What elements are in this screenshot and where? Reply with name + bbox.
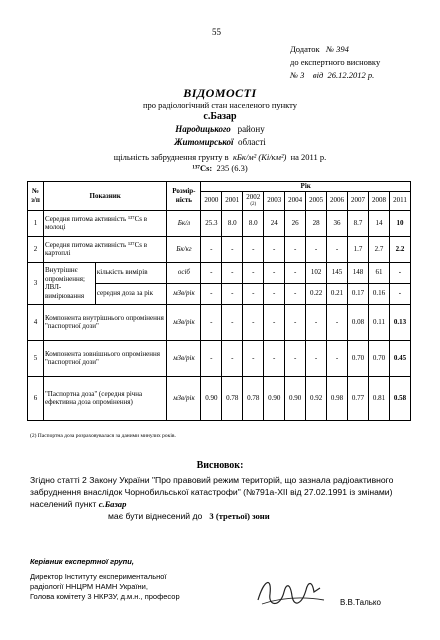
row-number: 4 [28, 304, 44, 340]
zone-value: 3 (третьої) зони [209, 511, 270, 521]
conclusion-date: 26.12.2012 р. [327, 70, 375, 80]
year-header [264, 191, 285, 210]
conclusion-place: с.Базар [98, 499, 127, 509]
data-cell: 8.7 [348, 210, 369, 236]
district-name: Народицького [175, 124, 231, 134]
data-cell: 102 [306, 262, 327, 283]
year-label: 2008 [371, 196, 386, 205]
year-header [389, 191, 410, 210]
data-cell: - [201, 340, 222, 376]
data-cell: - [285, 236, 306, 262]
density-line [0, 152, 440, 162]
data-cell: - [306, 236, 327, 262]
year-header [201, 191, 222, 210]
data-cell: 0.70 [368, 340, 389, 376]
header-number: № з/п [28, 182, 44, 211]
data-cell: 0.70 [348, 340, 369, 376]
row-label: Середня питома активність ¹³⁷Cs в молоці [43, 210, 167, 236]
signature-line1: Директор Інституту експериментальної [30, 572, 167, 581]
year-header [285, 191, 306, 210]
year-header [368, 191, 389, 210]
row-number: 6 [28, 376, 44, 420]
data-cell: - [389, 262, 410, 283]
row-unit: мЗв/рік [167, 304, 201, 340]
data-cell: - [327, 340, 348, 376]
year-label: 2000 [204, 196, 219, 205]
oblast-line [0, 137, 440, 147]
data-cell: - [222, 262, 243, 283]
district-line [0, 124, 440, 134]
data-cell: - [285, 262, 306, 283]
data-cell: - [327, 304, 348, 340]
data-cell: 0.90 [285, 376, 306, 420]
row-unit: Бк/кг [167, 236, 201, 262]
data-cell: 0.90 [264, 376, 285, 420]
year-header [327, 191, 348, 210]
density-prefix: щільність забруднення грунту в [113, 152, 229, 162]
density-year: на 2011 р. [290, 152, 327, 162]
data-cell: - [243, 236, 264, 262]
year-header [306, 191, 327, 210]
row-unit: мЗв/рік [167, 283, 201, 304]
data-cell: 0.13 [389, 304, 410, 340]
data-cell: 61 [368, 262, 389, 283]
data-cell: - [285, 340, 306, 376]
row-number: 2 [28, 236, 44, 262]
data-cell: - [264, 340, 285, 376]
data-cell: - [264, 283, 285, 304]
row-number: 3 [28, 262, 44, 304]
row-unit: осіб [167, 262, 201, 283]
data-cell: 2.7 [368, 236, 389, 262]
data-cell: 0.11 [368, 304, 389, 340]
data-cell: - [285, 283, 306, 304]
year-label: 2001 [225, 196, 240, 205]
year-header [348, 191, 369, 210]
data-cell: 0.58 [389, 376, 410, 420]
data-cell: - [243, 340, 264, 376]
data-cell: - [327, 236, 348, 262]
data-cell: 26 [285, 210, 306, 236]
data-cell: - [306, 304, 327, 340]
oblast-word: області [238, 137, 266, 147]
header-unit: Розмір- ність [167, 182, 201, 211]
appendix-ref: до експертного висновку [290, 57, 381, 67]
appendix-block [290, 43, 380, 82]
data-cell: - [306, 340, 327, 376]
table-footnote: (2) Паспортна доза розраховувалася за даними минулих років. [30, 433, 176, 439]
data-cell: 8.0 [243, 210, 264, 236]
data-cell: 8.0 [222, 210, 243, 236]
radiology-table [27, 181, 411, 421]
data-cell: 0.45 [389, 340, 410, 376]
row-unit: мЗв/рік [167, 340, 201, 376]
data-cell: - [222, 340, 243, 376]
oblast-name: Житомирської [174, 137, 234, 147]
data-cell: - [201, 283, 222, 304]
conclusion-number: № 3 [290, 70, 305, 80]
data-cell: 145 [327, 262, 348, 283]
data-cell: 25.3 [201, 210, 222, 236]
year-label: 2004 [288, 196, 303, 205]
row-sublabel: середня доза за рік [95, 283, 167, 304]
document-title: ВІДОМОСТІ [183, 86, 257, 100]
year-label: 2003 [267, 196, 282, 205]
conclusion-body: Згідно статті 2 Закону України "Про правовий режим територій, що зазнала радіоактивного забруднення внаслідок Чорнобильської катастрофи" (№791а-ХІІ від 27.02.1991 із змінами) населений пункт [30, 475, 394, 509]
data-cell: 10 [389, 210, 410, 236]
row-sublabel: кількість вимірів [95, 262, 167, 283]
row-label: Компонента зовнішнього опромінення "паспортної дози" [43, 340, 167, 376]
data-cell: 0.16 [368, 283, 389, 304]
data-cell: 24 [264, 210, 285, 236]
conclusion-title: Висновок: [196, 460, 244, 471]
handwritten-signature [250, 570, 330, 620]
row-label: Внутрішнє опромінення; ЛВЛ-вимірювання [43, 262, 95, 304]
year-footnote-marker: (2) [250, 201, 257, 207]
data-cell: - [285, 304, 306, 340]
data-cell: 14 [368, 210, 389, 236]
data-cell: - [201, 262, 222, 283]
year-label: 2005 [309, 196, 324, 205]
data-cell: - [201, 304, 222, 340]
data-cell: 0.78 [243, 376, 264, 420]
signature-head: Керівник експертної групи, [30, 557, 134, 566]
row-number: 5 [28, 340, 44, 376]
data-cell: 148 [348, 262, 369, 283]
data-cell: 36 [327, 210, 348, 236]
signature-block [30, 557, 180, 602]
settlement-name: с.Базар [203, 111, 237, 122]
from-word: від [312, 70, 324, 80]
row-label: Середня питома активність ¹³⁷Cs в картоплі [43, 236, 167, 262]
header-indicator: Показник [43, 182, 167, 211]
data-cell: 0.98 [327, 376, 348, 420]
signatory-name: В.В.Талько [340, 598, 381, 607]
appendix-number: № 394 [326, 44, 349, 54]
data-cell: 0.92 [306, 376, 327, 420]
year-label: 2007 [351, 196, 365, 205]
cesium-value: 235 (6.3) [216, 163, 248, 173]
appendix-label: Додаток [290, 44, 320, 54]
data-cell: - [243, 304, 264, 340]
row-unit: мЗв/рік [167, 376, 201, 420]
data-cell: - [243, 283, 264, 304]
year-label: 2002 [246, 193, 261, 202]
data-cell: 0.90 [201, 376, 222, 420]
district-word: району [237, 124, 265, 134]
data-cell: 0.78 [222, 376, 243, 420]
document-subtitle: про радіологічний стан населеного пункту [142, 100, 298, 110]
row-unit: Бк/л [167, 210, 201, 236]
signature-line3: Голова комітету 3 НКРЗУ, д.м.н., професор [30, 592, 180, 601]
data-cell: 2.2 [389, 236, 410, 262]
year-header [222, 191, 243, 210]
data-cell: 0.17 [348, 283, 369, 304]
data-cell: - [264, 262, 285, 283]
row-label: "Паспортна доза" (середня річна ефективна доза опромінення) [43, 376, 167, 420]
data-cell: - [264, 236, 285, 262]
data-cell: 28 [306, 210, 327, 236]
data-cell: 1.7 [348, 236, 369, 262]
header-year: Рік [201, 182, 411, 192]
row-number: 1 [28, 210, 44, 236]
conclusion-text [30, 474, 400, 522]
data-cell: - [222, 283, 243, 304]
data-cell: 0.08 [348, 304, 369, 340]
year-header [243, 191, 264, 210]
data-cell: - [222, 236, 243, 262]
zone-prefix: має бути віднесений до [108, 511, 203, 521]
page-number: 55 [212, 27, 221, 37]
data-cell: - [389, 283, 410, 304]
row-label: Компонента внутрішнього опромінення "паспортної дози" [43, 304, 167, 340]
density-unit: кБк/м² (Кі/км²) [232, 152, 287, 162]
data-cell: - [222, 304, 243, 340]
signature-line2: радіології ННЦРМ НАМН України, [30, 582, 148, 591]
year-label: 2006 [330, 196, 345, 205]
data-cell: 0.21 [327, 283, 348, 304]
data-cell: - [201, 236, 222, 262]
data-cell: - [264, 304, 285, 340]
data-cell: 0.22 [306, 283, 327, 304]
data-cell: 0.81 [368, 376, 389, 420]
cesium-label: ¹³⁷Cs: [192, 163, 213, 173]
cesium-line [0, 163, 440, 173]
data-cell: 0.77 [348, 376, 369, 420]
data-cell: - [243, 262, 264, 283]
year-label: 2011 [393, 196, 407, 205]
